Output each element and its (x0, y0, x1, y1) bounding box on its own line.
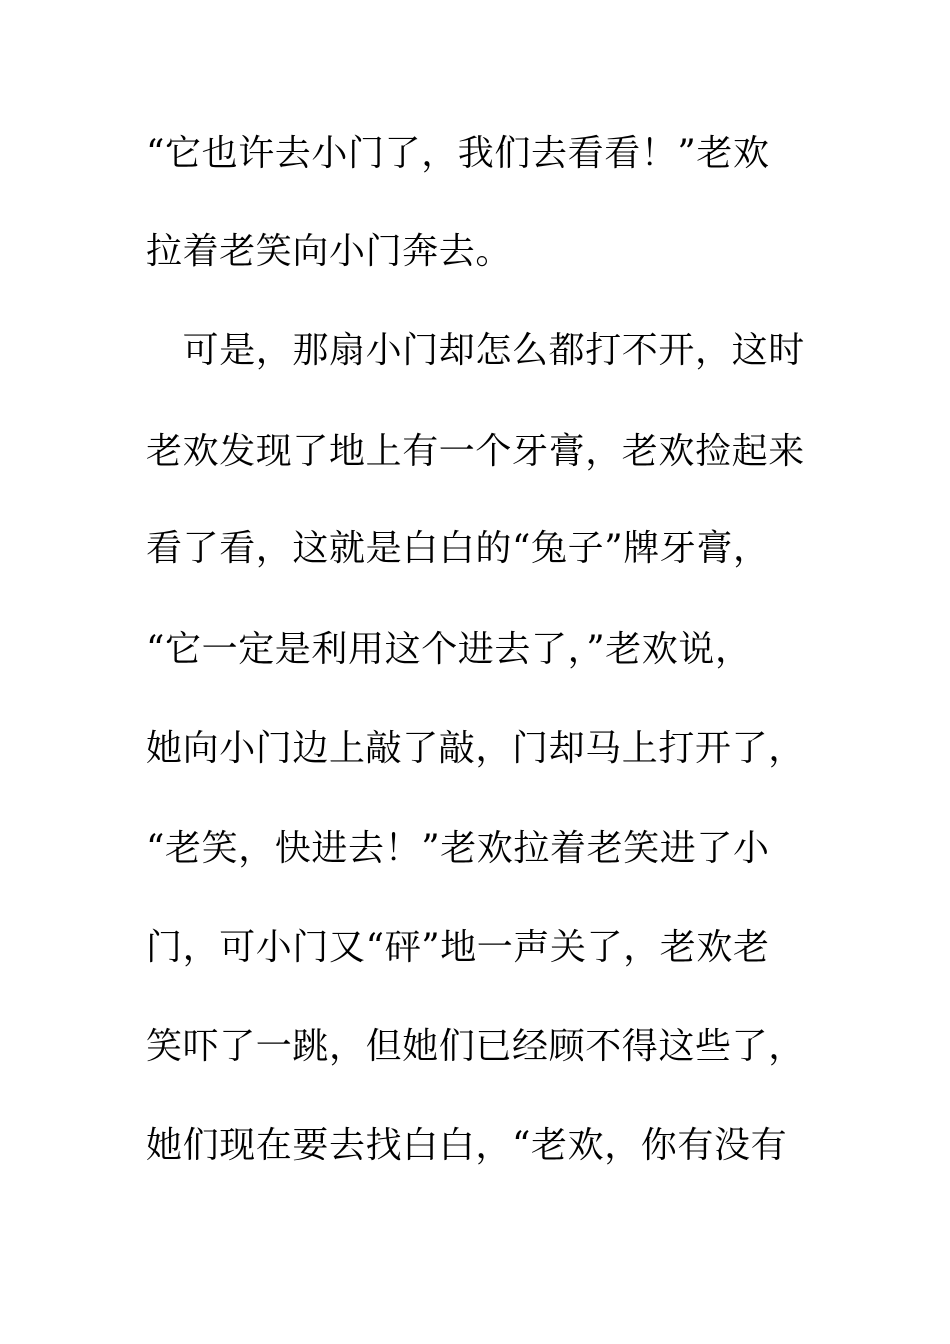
text-line-8: “老笑，快进去！”老欢拉着老笑进了小 (146, 828, 770, 869)
text-line-2: 拉着老笑向小门奔去。 (146, 231, 513, 272)
text-line-11: 她们现在要去找白白，“老欢，你有没有 (146, 1125, 788, 1166)
text-line-6: “它一定是利用这个进去了，”老欢说， (146, 629, 752, 670)
text-line-10: 笑吓了一跳，但她们已经顾不得这些了， (146, 1026, 805, 1067)
text-line-9: 门，可小门又“砰”地一声关了，老欢老 (146, 927, 770, 968)
text-line-5: 看了看，这就是白白的“兔子”牌牙膏， (146, 528, 770, 569)
text-line-3: 可是，那扇小门却怎么都打不开，这时 (146, 330, 805, 371)
text-line-7: 她向小门边上敲了敲，门却马上打开了， (146, 728, 805, 769)
text-line-1: “它也许去小门了，我们去看看！”老欢 (146, 133, 770, 174)
text-line-4: 老欢发现了地上有一个牙膏，老欢捡起来 (146, 431, 805, 472)
